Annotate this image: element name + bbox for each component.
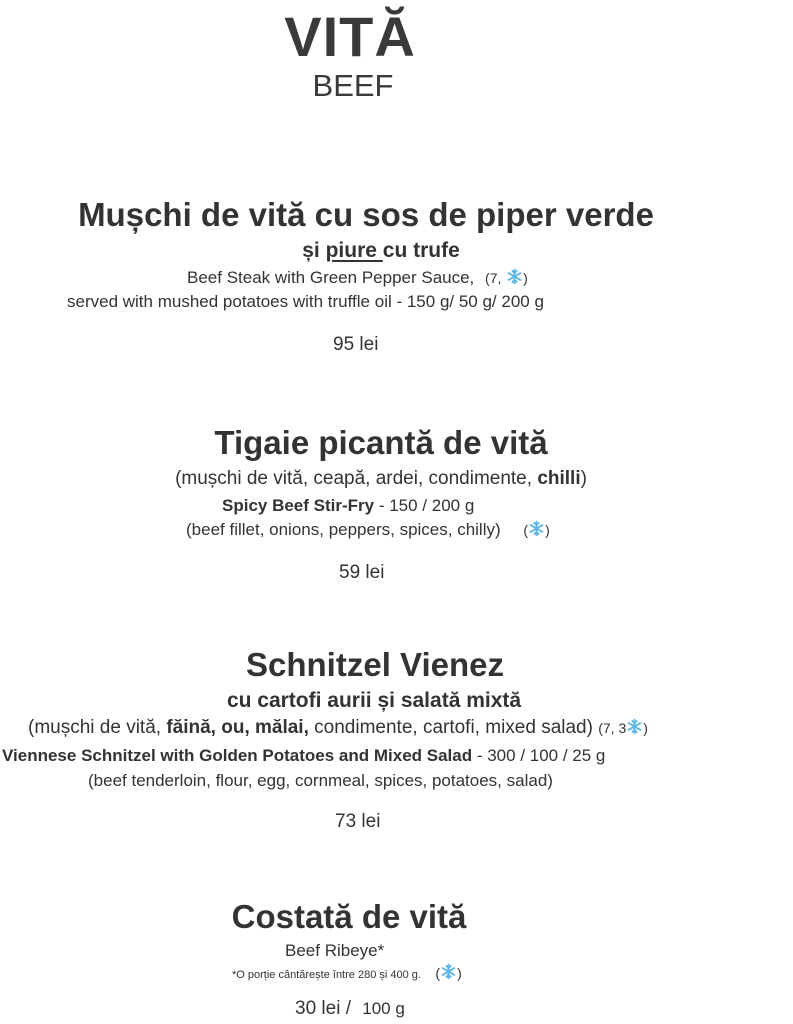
weight: - 300 / 100 / 25 g <box>472 746 606 765</box>
english-description: (beef fillet, onions, peppers, spices, chilly) <box>186 520 501 539</box>
dish-name-spicy-beef: Tigaie picantă de vită <box>214 424 548 461</box>
dish-romanian-description-spicy-beef <box>175 468 587 490</box>
dish-name-ribeye: Costată de vită <box>231 898 467 935</box>
page-subtitle: BEEF <box>312 68 394 103</box>
price-unit: 100 g <box>362 999 405 1018</box>
dish-description-spicy-beef <box>186 520 550 540</box>
allergens-open: ( <box>435 965 441 981</box>
dish-romanian-description-schnitzel <box>28 717 648 739</box>
english-name: Spicy Beef Stir-Fry <box>222 496 375 515</box>
allergens-close: ) <box>643 720 648 736</box>
english-name: Beef Steak with Green Pepper Sauce, <box>187 268 475 287</box>
dish-name-beef-steak: Mușchi de vită cu sos de piper verde <box>78 196 654 233</box>
ro-description-highlight: făină, ou, mălai, <box>166 717 309 738</box>
allergens-open: (7, 3 <box>598 720 627 736</box>
snowflake-icon <box>440 963 457 980</box>
dish-english-name-schnitzel <box>2 746 605 766</box>
ro-description-end: condimente, cartofi, mixed salad) <box>308 717 593 738</box>
price-ribeye <box>295 998 405 1020</box>
price-value: 30 lei / <box>295 998 351 1019</box>
subtitle-prefix: și <box>302 239 326 262</box>
allergens-close: ) <box>457 965 462 981</box>
dish-english-name-beef-steak <box>187 268 528 288</box>
ro-description: (mușchi de vită, ceapă, ardei, condimente, <box>175 468 538 489</box>
ro-description: (mușchi de vită, <box>28 717 167 738</box>
ro-description-highlight: chilli <box>537 468 581 489</box>
page-title: VITĂ <box>284 5 416 68</box>
subtitle-suffix: cu trufe <box>382 239 460 262</box>
price-beef-steak: 95 lei <box>333 334 379 355</box>
dish-english-name-ribeye: Beef Ribeye* <box>285 941 385 960</box>
dish-subtitle-schnitzel: cu cartofi aurii și salată mixtă <box>226 689 522 712</box>
snowflake-icon <box>528 520 545 537</box>
dish-description-schnitzel: (beef tenderloin, flour, egg, cornmeal, spices, potatoes, salad) <box>88 771 553 790</box>
ro-description-end: ) <box>580 468 587 489</box>
allergens-close: ) <box>523 270 528 286</box>
allergens-close: ) <box>545 522 550 538</box>
dish-subtitle-beef-steak <box>302 239 460 263</box>
allergens-open: (7, <box>485 270 502 286</box>
subtitle-underlined: piure <box>325 239 383 262</box>
snowflake-icon <box>506 268 523 285</box>
allergens-open: ( <box>523 522 529 538</box>
dish-english-name-spicy-beef <box>222 496 474 516</box>
english-name: Viennese Schnitzel with Golden Potatoes and Mixed Salad <box>2 746 473 765</box>
price-spicy-beef: 59 lei <box>339 562 385 583</box>
weight-note: *O porție cântărește între 280 și 400 g. <box>232 969 421 981</box>
dish-description-beef-steak: served with mushed potatoes with truffle oil - 150 g/ 50 g/ 200 g <box>67 292 544 311</box>
weight: - 150 / 200 g <box>374 496 475 515</box>
dish-name-schnitzel: Schnitzel Vienez <box>246 646 504 683</box>
dish-note-ribeye <box>232 963 462 983</box>
price-schnitzel: 73 lei <box>335 811 381 832</box>
snowflake-icon <box>626 718 643 735</box>
